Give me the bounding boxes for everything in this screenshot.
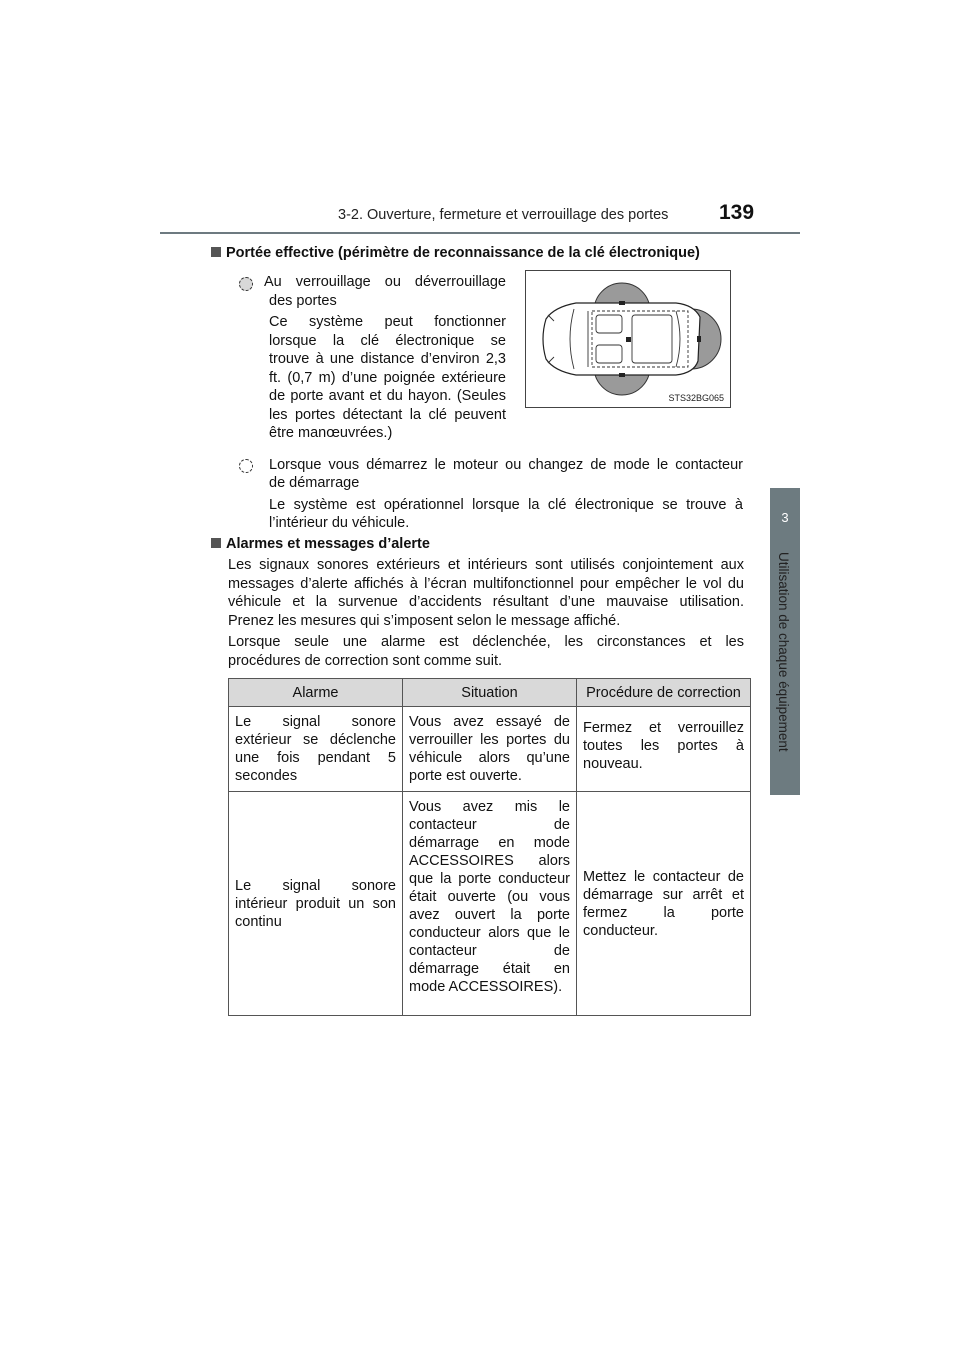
table-cell-alarm: Le signal sonore intérieur produit un son continu xyxy=(229,792,403,1016)
table-cell-alarm: Le signal sonore extérieur se déclenche une fois pendant 5 secondes xyxy=(229,707,403,792)
header-rule xyxy=(160,232,800,234)
paragraph-line: véhicule et la survenue d’accidents résultant d’une mauvaise utilisation. xyxy=(228,594,744,610)
paragraph-line: Prenez les mesures qui s’imposent selon le message affiché. xyxy=(228,612,621,629)
dashed-zone-legend-icon xyxy=(239,459,253,473)
item1-title-line2: des portes xyxy=(269,293,337,309)
column-header-procedure: Procédure de correction xyxy=(577,679,751,707)
front-right-antenna xyxy=(619,373,625,377)
table-row xyxy=(229,707,751,792)
table-header-row xyxy=(229,679,751,707)
alarm-table xyxy=(228,678,751,1016)
item1-line: les portes détectant la clé peuvent xyxy=(269,406,506,423)
square-bullet-icon xyxy=(211,538,221,548)
alarms-paragraph-1 xyxy=(228,556,744,630)
range-diagram-figure xyxy=(525,270,731,408)
paragraph-line: Les signaux sonores extérieurs et intérieurs sont utilisés conjointement aux xyxy=(228,557,744,573)
alarms-paragraph-2 xyxy=(228,633,744,670)
section-header: 3-2. Ouverture, fermeture et verrouillage des portes xyxy=(338,207,669,223)
item2-body-line1: Le système est opérationnel lorsque la clé électronique se trouve à xyxy=(269,497,743,513)
item2-body-line2: l’intérieur du véhicule. xyxy=(269,515,410,531)
item1-line: Ce système peut fonctionner xyxy=(269,314,506,330)
table-cell-situation: Vous avez essayé de verrouiller les portes du véhicule alors qu’une porte est ouverte. xyxy=(403,707,577,792)
square-bullet-icon xyxy=(211,247,221,257)
section-heading-alarms xyxy=(211,536,430,552)
column-header-alarm: Alarme xyxy=(229,679,403,707)
section-heading-range xyxy=(211,245,700,261)
figure-code-label: STS32BG065 xyxy=(668,393,724,403)
section-heading-alarms-text: Alarmes et messages d’alerte xyxy=(226,536,430,552)
page-number: 139 xyxy=(719,201,755,224)
paragraph-line: messages d’alerte affichés à l’écran multifonctionnel pour empêcher le vol du xyxy=(228,575,744,592)
column-header-situation: Situation xyxy=(403,679,577,707)
item1-line: lorsque la clé électronique se xyxy=(269,332,506,349)
item2-title-line2: de démarrage xyxy=(269,475,360,491)
table-row xyxy=(229,792,751,1016)
item1-title-line1: Au verrouillage ou déverrouillage xyxy=(264,274,506,290)
item1-line: trouve à une distance d’environ 2,3 xyxy=(269,351,506,367)
car-top-view-illustration xyxy=(526,271,730,407)
item1-description xyxy=(269,313,506,443)
section-heading-range-text: Portée effective (périmètre de reconnaissance de la clé électronique) xyxy=(226,245,700,261)
chapter-number: 3 xyxy=(781,510,789,525)
item1-line: être manœuvrées.) xyxy=(269,425,393,441)
item1-line: de porte avant et du hayon. (Seules xyxy=(269,388,506,404)
paragraph-line: procédures de correction sont comme suit. xyxy=(228,652,503,669)
item2-title-line1: Lorsque vous démarrez le moteur ou changez de mode le contacteur xyxy=(269,457,743,473)
table-cell-procedure: Fermez et verrouillez toutes les portes à nouveau. xyxy=(577,707,751,792)
table-cell-procedure: Mettez le contacteur de démarrage sur arrêt et fermez la porte conducteur. xyxy=(577,792,751,1016)
rear-antenna xyxy=(697,336,701,342)
paragraph-line: Lorsque seule une alarme est déclenchée, les circonstances et les xyxy=(228,634,744,650)
table-cell-situation: Vous avez mis le contacteur de démarrage en mode ACCESSOIRES alors que la porte conducteur était ouverte (ou vous avez ouvert la porte conducteur alors que le contacteur de démarrage était en mode ACCESSOIRES). xyxy=(403,792,577,1016)
item1-line: ft. (0,7 m) d’une poignée extérieure xyxy=(269,369,506,386)
chapter-title: Utilisation de chaque équipement xyxy=(776,552,791,752)
front-left-antenna xyxy=(619,301,625,305)
interior-antenna xyxy=(626,337,631,342)
shaded-zone-legend-icon xyxy=(239,277,253,291)
